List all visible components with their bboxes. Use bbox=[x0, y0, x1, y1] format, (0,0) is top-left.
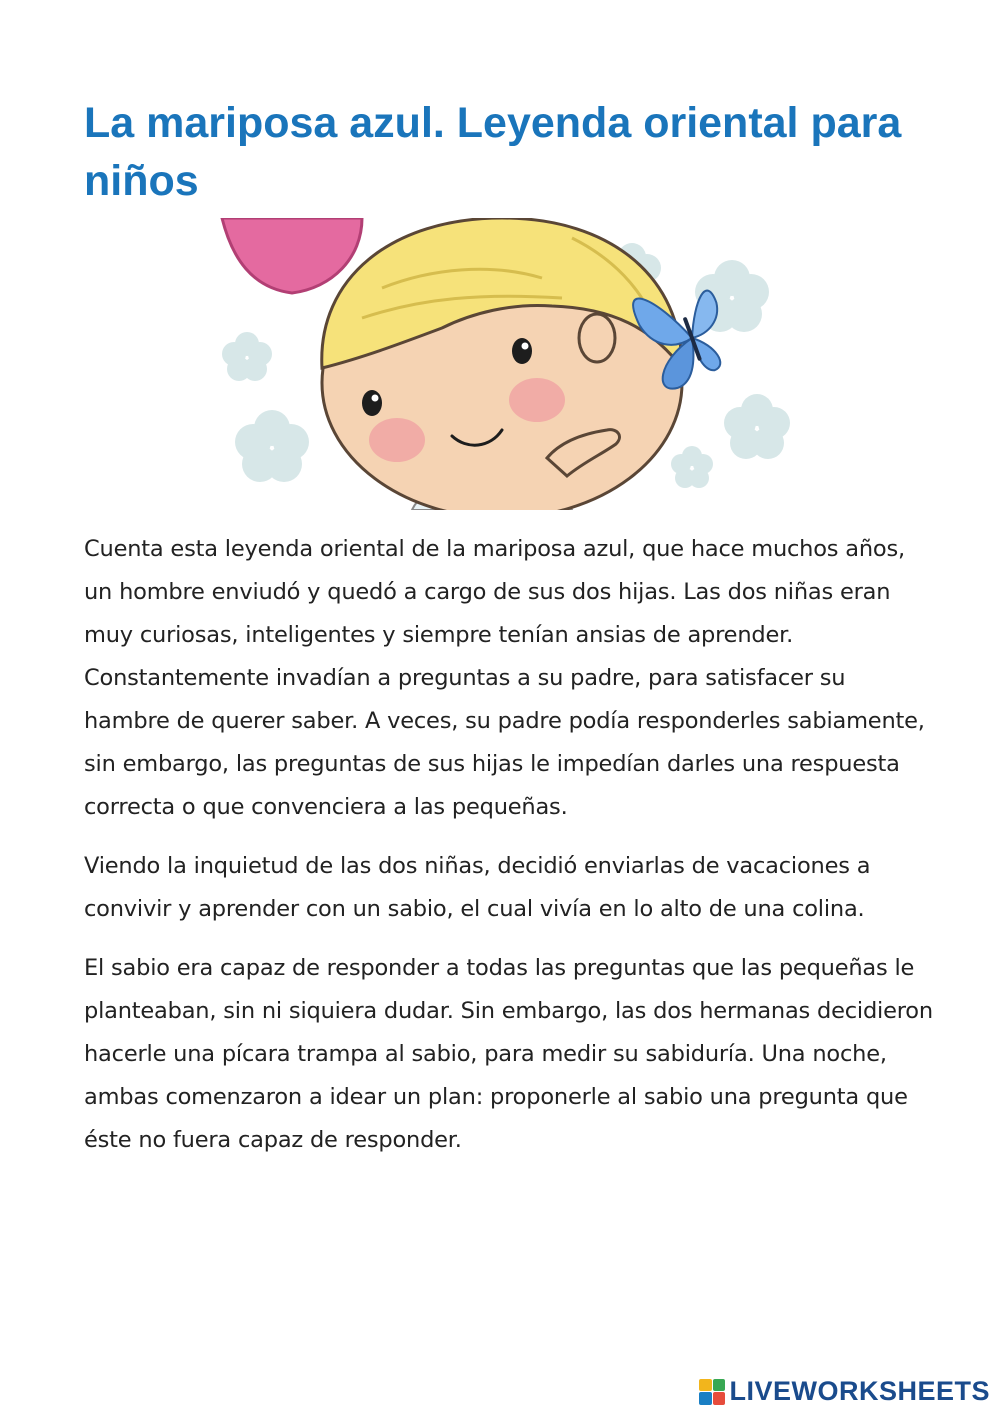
paragraph-2: Viendo la inquietud de las dos niñas, decidió enviarlas de vacaciones a convivir y aprender con un sabio, el cual vivía en lo alto de una colina. bbox=[84, 853, 871, 922]
paragraph-3: El sabio era capaz de responder a todas las preguntas que las pequeñas le planteaban, sin ni siquiera dudar. Sin embargo, las dos hermanas decidieron hacerle una pícara trampa al sabio, para medir su sabiduría. Una noche, ambas comenzaron a idear un plan: proponerle al sabio una pregunta que éste no fuera capaz de responder. bbox=[84, 955, 933, 1153]
right-eye bbox=[512, 338, 532, 364]
liveworksheets-logo-icon bbox=[699, 1379, 725, 1405]
liveworksheets-brand bbox=[699, 1376, 990, 1407]
brand-name: LIVEWORKSHEETS bbox=[729, 1376, 990, 1406]
story-text bbox=[84, 528, 934, 1178]
pink-bow bbox=[222, 218, 362, 293]
girl-butterfly-illustration bbox=[212, 218, 812, 510]
paragraph-1: Cuenta esta leyenda oriental de la mariposa azul, que hace muchos años, un hombre enviudó y quedó a cargo de sus dos hijas. Las dos niñas eran muy curiosas, inteligentes y siempre tenían ansias de aprender. Constantemente invadían a preguntas a su padre, para satisfacer su hambre de querer saber. A veces, su padre podía responderles sabiamente, sin embargo, las preguntas de sus hijas le impedían darles una respuesta correcta o que convenciera a las pequeñas. bbox=[84, 536, 925, 820]
left-eye bbox=[362, 390, 382, 416]
page-title: La mariposa azul. Leyenda oriental para niños bbox=[84, 99, 902, 205]
